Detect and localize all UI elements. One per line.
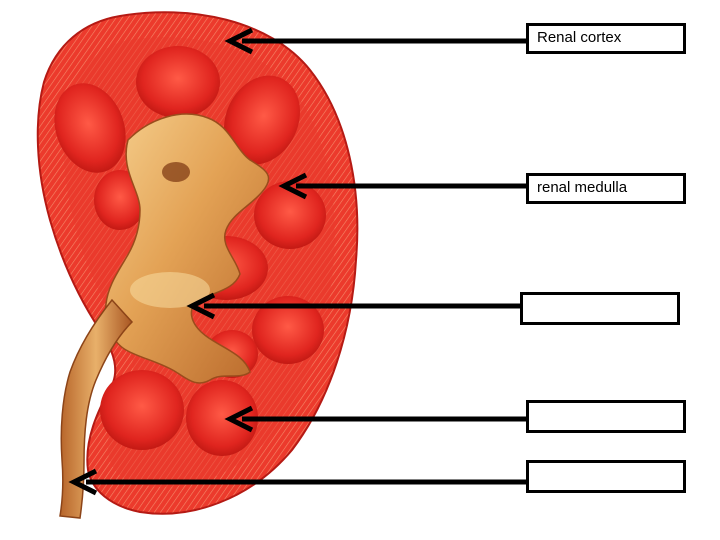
calyx-highlight (162, 162, 190, 182)
label-renal-cortex[interactable] (526, 23, 686, 54)
label-renal-medulla-text: renal medulla (537, 179, 628, 196)
pyramid-bottom-left (100, 370, 184, 450)
label-renal-cortex-text: Renal cortex (537, 29, 622, 46)
label-renal-medulla[interactable] (526, 173, 686, 204)
label-blank-pelvis[interactable] (520, 292, 680, 325)
label-blank-pyramid[interactable] (526, 400, 686, 433)
label-blank-ureter[interactable] (526, 460, 686, 493)
pyramid-top (136, 46, 220, 118)
